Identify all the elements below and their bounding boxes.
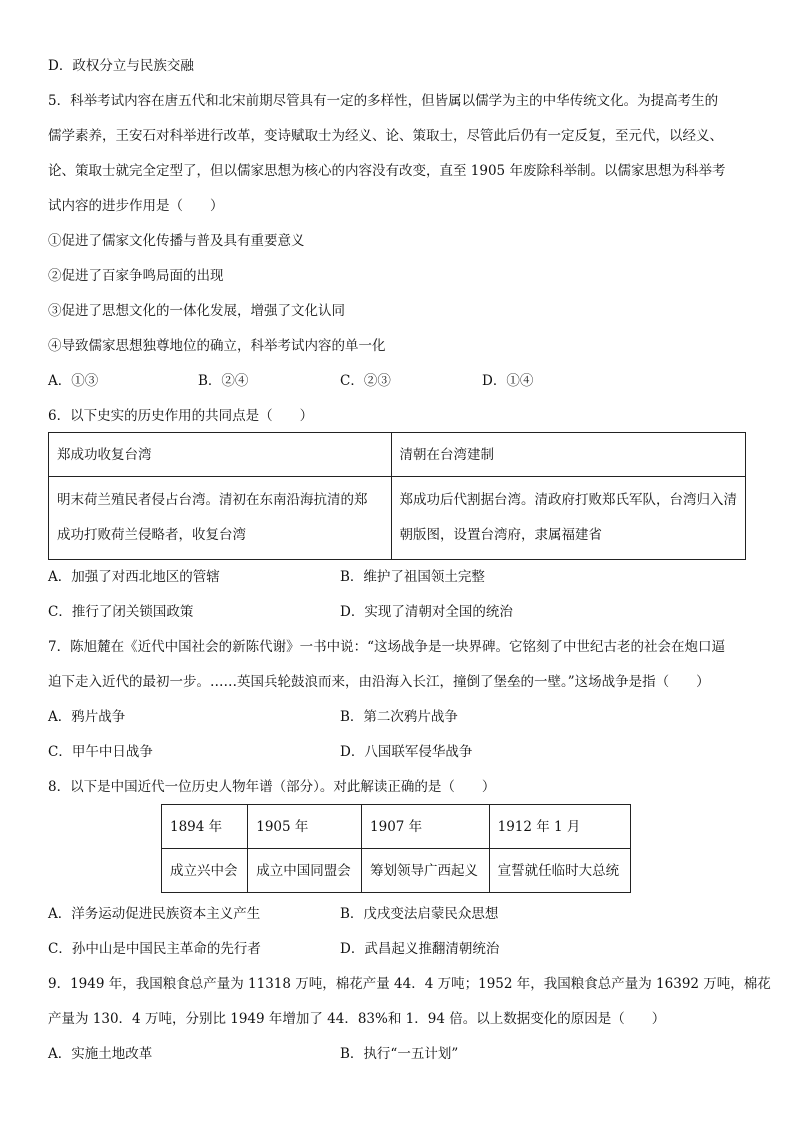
q8-year-1: 1894 年 (162, 805, 248, 849)
q5-option-d: D．①④ (482, 373, 534, 389)
q7-option-d: D．八国联军侵华战争 (340, 744, 473, 760)
q8-year-2: 1905 年 (248, 805, 362, 849)
q8-option-b: B．戊戌变法启蒙民众思想 (340, 906, 499, 922)
q8-options-row-1 (48, 904, 748, 924)
q7-option-a: A．鸦片战争 (48, 709, 126, 725)
q7-options-row-2 (48, 742, 748, 762)
q8-stem: 8．以下是中国近代一位历史人物年谱（部分）。对此解读正确的是（ ） (48, 779, 496, 795)
q6-options-row-2 (48, 602, 748, 622)
q6-table (48, 432, 746, 560)
q6-option-c: C．推行了闭关锁国政策 (48, 604, 194, 620)
q6-header-right: 清朝在台湾建制 (391, 433, 746, 477)
q8-option-c: C．孙中山是中国民主革命的先行者 (48, 941, 261, 957)
q5-statement-1: ①促进了儒家文化传播与普及具有重要意义 (48, 233, 305, 249)
q5-option-c: C．②③ (340, 373, 391, 389)
q5-statement-3: ③促进了思想文化的一体化发展，增强了文化认同 (48, 303, 345, 319)
q8-event-4: 宣誓就任临时大总统 (489, 849, 630, 893)
q9-stem-line-2: 产量为 130．4 万吨，分别比 1949 年增加了 44．83%和 1．94 倍。以上数据变化的原因是（ ） (48, 1011, 666, 1027)
q6-stem: 6．以下史实的历史作用的共同点是（ ） (48, 408, 314, 424)
q5-option-b: B．②④ (198, 373, 249, 389)
q5-options (48, 371, 748, 391)
q8-year-4: 1912 年 1 月 (489, 805, 630, 849)
q9-option-a: A．实施土地改革 (48, 1046, 153, 1062)
q6-option-b: B．维护了祖国领土完整 (340, 569, 485, 585)
q6-cell-right-line-2: 朝版图，设置台湾府，隶属福建省 (399, 527, 602, 543)
q6-option-a: A．加强了对西北地区的管辖 (48, 569, 220, 585)
q5-stem-line-4: 试内容的进步作用是（ ） (48, 198, 224, 214)
q7-option-c: C．甲午中日战争 (48, 744, 153, 760)
q9-stem-line-1: 9．1949 年，我国粮食总产量为 11318 万吨，棉花产量 44．4 万吨；1952 年，我国粮食总产量为 16392 万吨，棉花 (48, 976, 771, 992)
q5-stem-line-1: 5．科举考试内容在唐五代和北宋前期尽管具有一定的多样性，但皆属以儒学为主的中华传统文化。为提高考生的 (48, 93, 719, 109)
q8-event-3: 筹划领导广西起义 (362, 849, 490, 893)
q9-option-b: B．执行“一五计划” (340, 1046, 459, 1062)
q5-statement-4: ④导致儒家思想独尊地位的确立，科举考试内容的单一化 (48, 338, 386, 354)
q6-cell-left-line-1: 明末荷兰殖民者侵占台湾。清初在东南沿海抗清的郑 (57, 492, 368, 508)
q7-option-b: B．第二次鸦片战争 (340, 709, 458, 725)
q6-header-left: 郑成功收复台湾 (49, 433, 392, 477)
q5-stem-line-2: 儒学素养，王安石对科举进行改革，变诗赋取士为经义、论、策取士，尽管此后仍有一定反复，至元代，以经义、 (48, 128, 723, 144)
q7-stem-line-2: 迫下走入近代的最初一步。……英国兵轮鼓浪而来，由沿海入长江，撞倒了堡垒的一壁。”这场战争是指（ ） (48, 674, 710, 690)
q4-option-d: D．政权分立与民族交融 (48, 58, 194, 74)
q8-table (161, 804, 631, 893)
q8-event-2: 成立中国同盟会 (248, 849, 362, 893)
q5-statement-2: ②促进了百家争鸣局面的出现 (48, 268, 224, 284)
q6-option-d: D．实现了清朝对全国的统治 (340, 604, 513, 620)
q8-event-1: 成立兴中会 (162, 849, 248, 893)
q8-options-row-2 (48, 939, 748, 959)
q8-option-a: A．洋务运动促进民族资本主义产生 (48, 906, 261, 922)
q8-year-3: 1907 年 (362, 805, 490, 849)
q9-options-row-1 (48, 1044, 748, 1064)
q5-option-a: A．①③ (48, 373, 99, 389)
q8-option-d: D．武昌起义推翻清朝统治 (340, 941, 500, 957)
q6-cell-left-line-2: 成功打败荷兰侵略者，收复台湾 (57, 527, 246, 543)
q6-cell-right (391, 477, 746, 560)
q6-options-row-1 (48, 567, 748, 587)
q7-options-row-1 (48, 707, 748, 727)
q6-cell-left (49, 477, 392, 560)
q6-cell-right-line-1: 郑成功后代割据台湾。清政府打败郑氏军队，台湾归入清 (399, 492, 737, 508)
q5-stem-line-3: 论、策取士就完全定型了，但以儒家思想为核心的内容没有改变，直至 1905 年废除科举制。以儒家思想为科举考 (48, 163, 726, 179)
q7-stem-line-1: 7．陈旭麓在《近代中国社会的新陈代谢》一书中说：“这场战争是一块界碑。它铭刻了中世纪古老的社会在炮口逼 (48, 639, 725, 655)
